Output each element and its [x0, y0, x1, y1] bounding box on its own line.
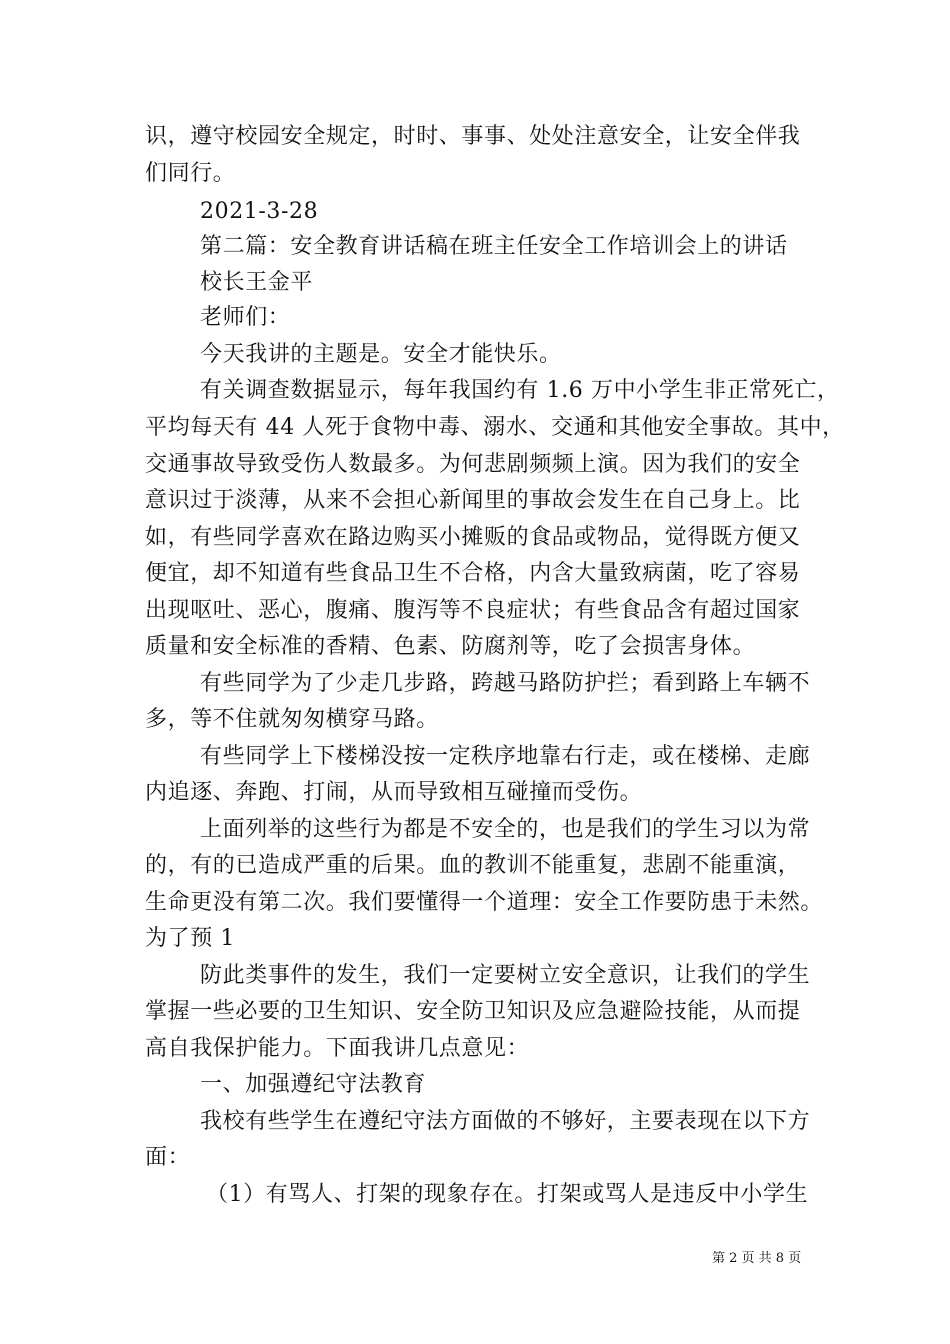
text-line: 便宜，却不知道有些食品卫生不合格，内含大量致病菌，吃了容易	[145, 561, 801, 586]
text-line: 第二篇：安全教育讲话稿在班主任安全工作培训会上的讲话	[200, 234, 788, 259]
text-line: 意识过于淡薄，从来不会担心新闻里的事故会发生在自己身上。比	[145, 488, 801, 513]
text-line: 上面列举的这些行为都是不安全的，也是我们的学生习以为常	[200, 817, 811, 842]
text-line: 掌握一些必要的卫生知识、安全防卫知识及应急避险技能，从而提	[145, 999, 801, 1024]
text-line: 老师们：	[200, 305, 291, 330]
text-line: 面：	[145, 1145, 191, 1170]
text-line: 的，有的已造成严重的后果。血的教训不能重复，悲剧不能重演，	[145, 853, 801, 878]
text-line: 有些同学上下楼梯没按一定秩序地靠右行走，或在楼梯、走廊	[200, 744, 811, 769]
text-line: 识，遵守校园安全规定，时时、事事、处处注意安全，让安全伴我	[145, 124, 801, 149]
text-line: 质量和安全标准的香精、色素、防腐剂等，吃了会损害身体。	[145, 634, 756, 659]
text-line: 高自我保护能力。下面我讲几点意见：	[145, 1036, 530, 1061]
text-line: 校长王金平	[200, 270, 314, 295]
text-line: 多，等不住就匆匆横穿马路。	[145, 707, 439, 732]
text-line: 2021-3-28	[200, 199, 319, 224]
page-number-footer: 第 2 页 共 8 页	[712, 1251, 802, 1266]
text-line: 们同行。	[145, 161, 236, 186]
text-line: 今天我讲的主题是。安全才能快乐。	[200, 342, 562, 367]
text-line: 如，有些同学喜欢在路边购买小摊贩的食品或物品，觉得既方便又	[145, 525, 801, 550]
text-line: 交通事故导致受伤人数最多。为何悲剧频频上演。因为我们的安全	[145, 452, 801, 477]
text-line: 为了预 1	[145, 926, 235, 951]
text-line: 出现呕吐、恶心，腹痛、腹泻等不良症状；有些食品含有超过国家	[145, 598, 801, 623]
text-line: 生命更没有第二次。我们要懂得一个道理：安全工作要防患于未然。	[145, 890, 824, 915]
text-line: （1）有骂人、打架的现象存在。打架或骂人是违反中小学生	[206, 1182, 809, 1207]
text-line: 一、加强遵纪守法教育	[200, 1072, 427, 1097]
text-line: 防此类事件的发生，我们一定要树立安全意识，让我们的学生	[200, 963, 811, 988]
text-line: 有关调查数据显示，每年我国约有 1.6 万中小学生非正常死亡，	[200, 378, 840, 403]
text-line: 有些同学为了少走几步路，跨越马路防护拦；看到路上车辆不	[200, 671, 811, 696]
text-line: 平均每天有 44 人死于食物中毒、溺水、交通和其他安全事故。其中，	[145, 415, 845, 440]
text-line: 我校有些学生在遵纪守法方面做的不够好，主要表现在以下方	[200, 1109, 811, 1134]
text-line: 内追逐、奔跑、打闹，从而导致相互碰撞而受伤。	[145, 780, 643, 805]
